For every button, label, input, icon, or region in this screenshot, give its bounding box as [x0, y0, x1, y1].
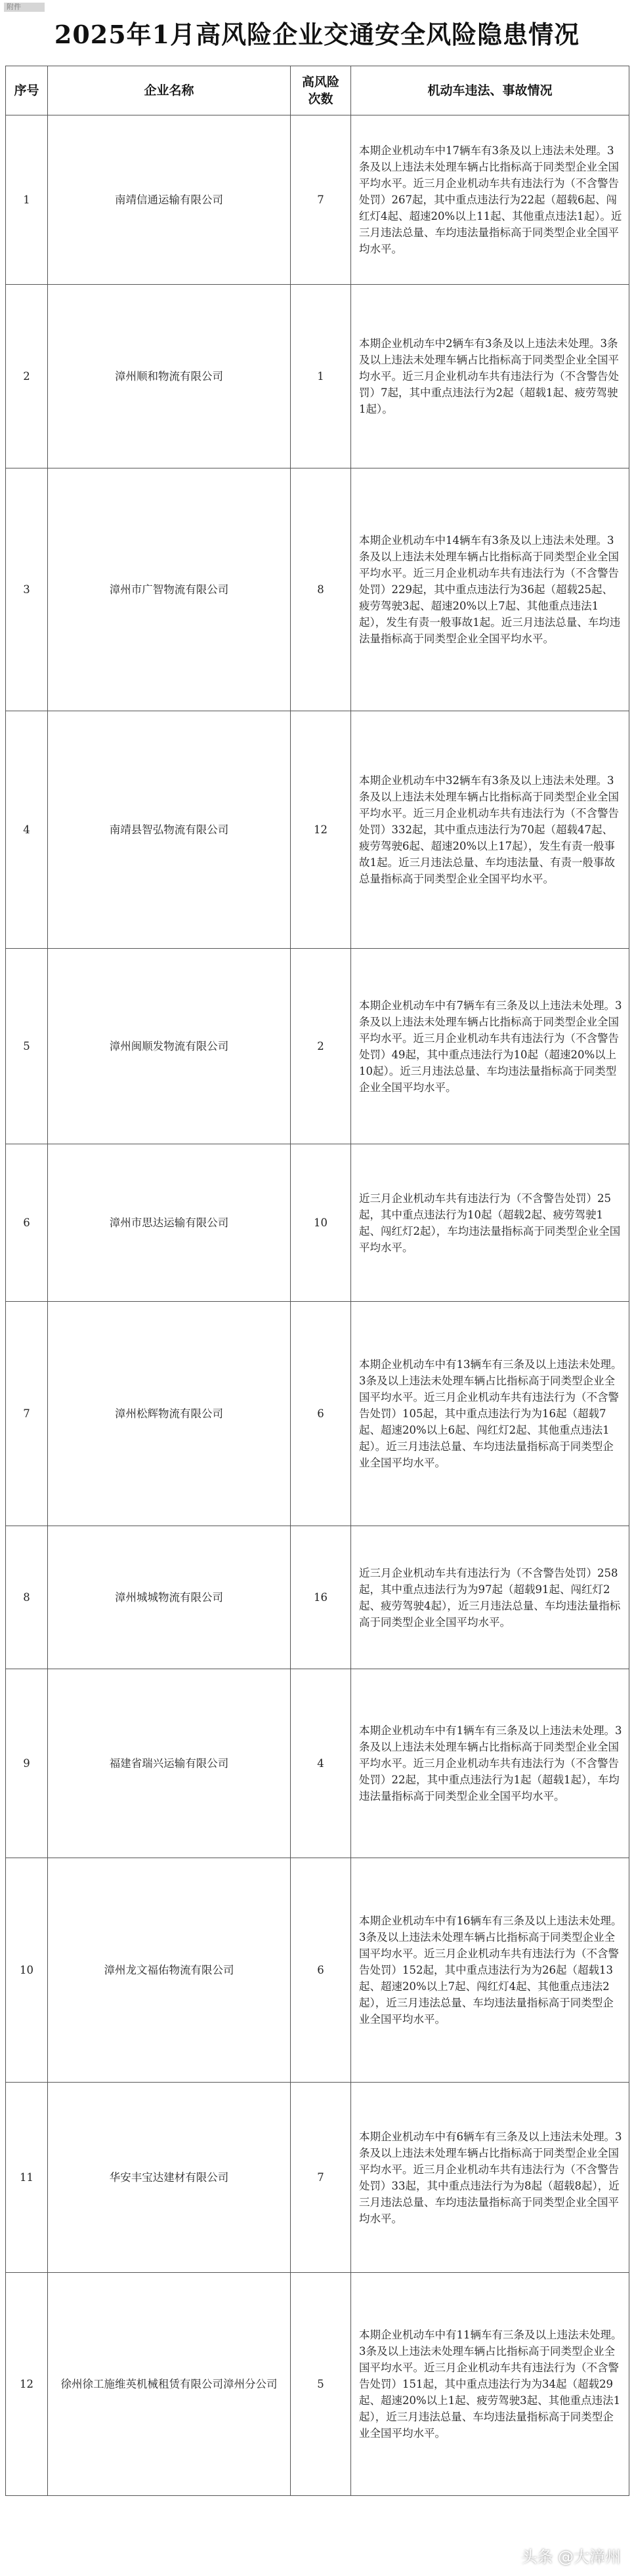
- row-company: 漳州闽顺发物流有限公司: [48, 949, 291, 1144]
- row-index: 3: [6, 468, 48, 711]
- risk-table: [5, 66, 629, 2496]
- header-detail: 机动车违法、事故情况: [351, 66, 629, 115]
- row-count: 6: [291, 1302, 351, 1526]
- table-row: [6, 1669, 629, 1858]
- table-row: [6, 1144, 629, 1302]
- header-count: [291, 66, 351, 115]
- row-count: 6: [291, 1858, 351, 2083]
- row-company: 徐州徐工施维英机械租赁有限公司漳州分公司: [48, 2273, 291, 2496]
- row-company: 南靖县智弘物流有限公司: [48, 711, 291, 949]
- row-index: 10: [6, 1858, 48, 2083]
- row-company: 漳州市思达运输有限公司: [48, 1144, 291, 1302]
- header-company: 企业名称: [48, 66, 291, 115]
- row-detail: 本期企业机动车中有16辆车有三条及以上违法未处理。3条及以上违法未处理车辆占比指标高于同类型企业全国平均水平。近三月企业机动车共有违法行为（不含警告处罚）152起，其中重点违法行为为26起（超载13起、超速20%以上7起、闯红灯4起、其他重点违法2起），近三月违法总量、车均违法量指标高于同类型企业全国平均水平。: [351, 1858, 629, 2083]
- row-index: 6: [6, 1144, 48, 1302]
- row-company: 漳州顺和物流有限公司: [48, 285, 291, 468]
- watermark: [496, 2544, 621, 2567]
- row-index: 9: [6, 1669, 48, 1858]
- row-count: 10: [291, 1144, 351, 1302]
- table-row: [6, 115, 629, 285]
- row-index: 1: [6, 115, 48, 285]
- row-detail: 本期企业机动车中有11辆车有三条及以上违法未处理。3条及以上违法未处理车辆占比指标高于同类型企业全国平均水平。近三月企业机动车共有违法行为（不含警告处罚）151起，其中重点违法行为为34起（超载29起、超速20%以上1起、疲劳驾驶3起、其他重点违法1起），近三月违法总量、车均违法量指标高于同类型企业全国平均水平。: [351, 2273, 629, 2496]
- table-row: [6, 949, 629, 1144]
- row-count: 16: [291, 1526, 351, 1669]
- header-row: [6, 66, 629, 115]
- watermark-text: 头条 @大漳州: [521, 2548, 621, 2566]
- row-index: 8: [6, 1526, 48, 1669]
- row-company: 漳州市广智物流有限公司: [48, 468, 291, 711]
- table-row: [6, 2083, 629, 2273]
- row-index: 7: [6, 1302, 48, 1526]
- row-index: 4: [6, 711, 48, 949]
- header-count-line1: 高风险: [301, 75, 339, 89]
- row-company: 南靖信通运输有限公司: [48, 115, 291, 285]
- row-detail: 本期企业机动车中有7辆车有三条及以上违法未处理。3条及以上违法未处理车辆占比指标高于同类型企业全国平均水平。近三月企业机动车共有违法行为（不含警告处罚）49起，其中重点违法行为10起（超速20%以上10起）。近三月违法总量、车均违法量指标高于同类型企业全国平均水平。: [351, 949, 629, 1144]
- row-index: 5: [6, 949, 48, 1144]
- row-detail: 本期企业机动车中32辆车有3条及以上违法未处理。3条及以上违法未处理车辆占比指标高于同类型企业全国平均水平。近三月企业机动车共有违法行为（不含警告处罚）332起，其中重点违法行为70起（超载47起、疲劳驾驶6起、超速20%以上17起），发生有责一般事故1起。近三月违法总量、车均违法量、有责一般事故总量指标高于同类型企业全国平均水平。: [351, 711, 629, 949]
- row-detail: 本期企业机动车中有6辆车有三条及以上违法未处理。3条及以上违法未处理车辆占比指标高于同类型企业全国平均水平。近三月企业机动车共有违法行为（不含警告处罚）33起，其中重点违法行为为8起（超载8起），近三月违法总量、车均违法量指标高于同类型企业全国平均水平。: [351, 2083, 629, 2273]
- table-row: [6, 1526, 629, 1669]
- table-row: [6, 285, 629, 468]
- row-detail: 本期企业机动车中2辆车有3条及以上违法未处理。3条及以上违法未处理车辆占比指标高于同类型企业全国平均水平。近三月企业机动车共有违法行为（不含警告处罚）7起，其中重点违法行为2起（超载1起、疲劳驾驶1起）。: [351, 285, 629, 468]
- table-row: [6, 1858, 629, 2083]
- table-row: [6, 1302, 629, 1526]
- header-count-line2: 次数: [308, 92, 333, 106]
- row-count: 7: [291, 115, 351, 285]
- row-count: 4: [291, 1669, 351, 1858]
- table-row: [6, 711, 629, 949]
- row-index: 12: [6, 2273, 48, 2496]
- row-count: 1: [291, 285, 351, 468]
- row-count: 7: [291, 2083, 351, 2273]
- row-index: 11: [6, 2083, 48, 2273]
- row-detail: 本期企业机动车中17辆车有3条及以上违法未处理。3条及以上违法未处理车辆占比指标高于同类型企业全国平均水平。近三月企业机动车共有违法行为（不含警告处罚）267起，其中重点违法行为22起（超载6起、闯红灯4起、超速20%以上11起、其他重点违法1起）。近三月违法总量、车均违法量指标高于同类型企业全国平均水平。: [351, 115, 629, 285]
- row-company: 华安丰宝达建材有限公司: [48, 2083, 291, 2273]
- row-company: 漳州松辉物流有限公司: [48, 1302, 291, 1526]
- row-count: 12: [291, 711, 351, 949]
- corner-label-text: 附件: [7, 3, 21, 11]
- row-company: 漳州龙文福佑物流有限公司: [48, 1858, 291, 2083]
- corner-label: [4, 3, 45, 12]
- row-company: 漳州城城物流有限公司: [48, 1526, 291, 1669]
- row-detail: 本期企业机动车中有1辆车有三条及以上违法未处理。3条及以上违法未处理车辆占比指标高于同类型企业全国平均水平。近三月企业机动车共有违法行为（不含警告处罚）22起，其中重点违法行为1起（超载1起），车均违法量指标高于同类型企业全国平均水平。: [351, 1669, 629, 1858]
- table-row: [6, 468, 629, 711]
- row-detail: 近三月企业机动车共有违法行为（不含警告处罚）25起，其中重点违法行为10起（超载2起、疲劳驾驶1起、闯红灯2起），车均违法量指标高于同类型企业全国平均水平。: [351, 1144, 629, 1302]
- toutiao-logo-icon: [496, 2546, 516, 2566]
- row-count: 8: [291, 468, 351, 711]
- row-count: 5: [291, 2273, 351, 2496]
- table-row: [6, 2273, 629, 2496]
- page-title: 2025年1月高风险企业交通安全风险隐患情况: [54, 20, 580, 49]
- row-detail: 本期企业机动车中有13辆车有三条及以上违法未处理。3条及以上违法未处理车辆占比指标高于同类型企业全国平均水平。近三月企业机动车共有违法行为（不含警告处罚）105起，其中重点违法行为为16起（超载7起、超速20%以上6起、闯红灯2起、其他重点违法1起）。近三月违法总量、车均违法量指标高于同类型企业全国平均水平。: [351, 1302, 629, 1526]
- row-index: 2: [6, 285, 48, 468]
- row-detail: 近三月企业机动车共有违法行为（不含警告处罚）258起，其中重点违法行为为97起（超载91起、闯红灯2起、疲劳驾驶4起），近三月违法总量、车均违法量指标高于同类型企业全国平均水平。: [351, 1526, 629, 1669]
- row-detail: 本期企业机动车中14辆车有3条及以上违法未处理。3条及以上违法未处理车辆占比指标高于同类型企业全国平均水平。近三月企业机动车共有违法行为（不含警告处罚）229起，其中重点违法行为36起（超载25起、疲劳驾驶3起、超速20%以上7起、其他重点违法1起），发生有责一般事故1起。近三月违法总量、车均违法量指标高于同类型企业全国平均水平。: [351, 468, 629, 711]
- row-count: 2: [291, 949, 351, 1144]
- header-index: 序号: [6, 66, 48, 115]
- row-company: 福建省瑞兴运输有限公司: [48, 1669, 291, 1858]
